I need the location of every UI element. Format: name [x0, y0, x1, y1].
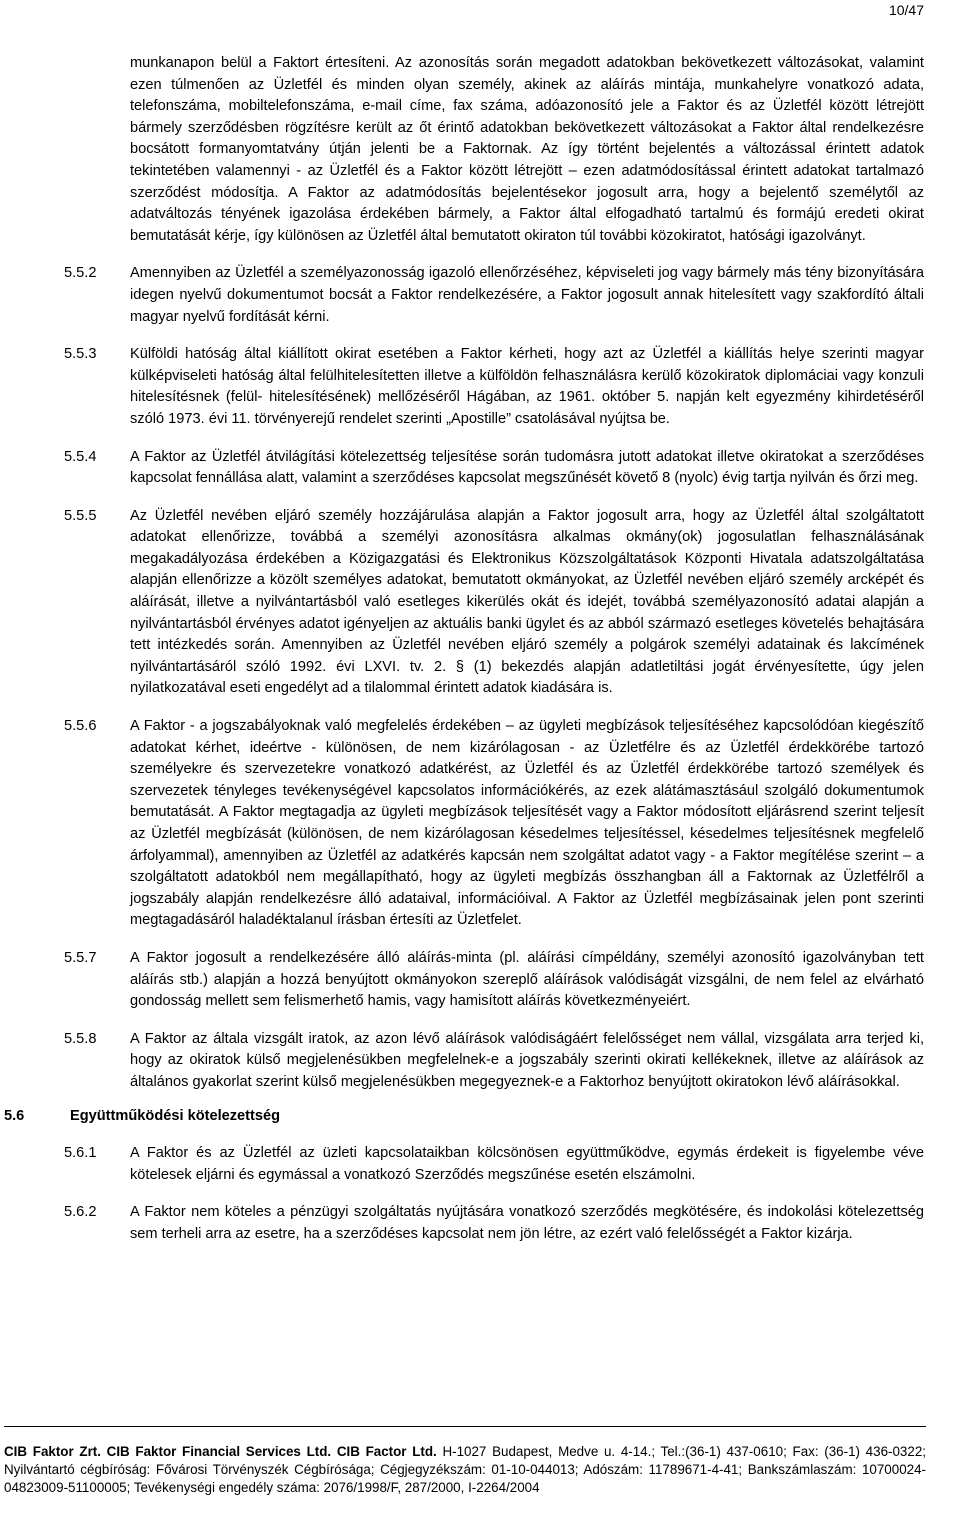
- section-number: 5.5.7: [64, 949, 97, 966]
- section-5-6-1: [64, 1143, 924, 1186]
- section-text: A Faktor az általa vizsgált iratok, az azon lévő aláírások valódiságáért felelősséget nem vállal, vizsgálata arra terjed ki, hogy az okiratok külső megjelenésükben megfelelnek-e a jogszabály szerinti okirati kellékeknek, illetve az aláírások az általános gyakorlat szerint külső megjelenésükben megegyeznek-e a Faktorhoz benyújtott okiratokon lévő aláírásokkal.: [130, 1030, 924, 1090]
- section-number: 5.5.4: [64, 448, 97, 465]
- heading-number: 5.6: [4, 1107, 25, 1124]
- section-text: A Faktor az Üzletfél átvilágítási kötelezettség teljesítése során tudomásra jutott adatokat illetve okiratokat a szerződéses kapcsolat fennállása alatt, valamint a szerződéses kapcsolat megszűnését követő 8 (nyolc) évig tartja nyilván és őrzi meg.: [130, 448, 924, 487]
- section-text: Amennyiben az Üzletfél a személyazonosság igazoló ellenőrzéséhez, képviseleti jog vagy bármely más tény bizonyítására idegen nyelvű dokumentumot bocsát a Faktor rendelkezésére, a Faktor jogosult annak hitelesített vagy szakfordító általi magyar nyelvű fordítását kérni.: [130, 265, 924, 325]
- section-5-6-2: [64, 1202, 924, 1245]
- section-number: 5.6.1: [64, 1145, 97, 1162]
- footer-company-details: H-1027 Budapest, Medve u. 4-14.; Tel.:(36-1) 437-0610; Fax: (36-1) 436-0322; Nyilvántartó cégbíróság: Fővárosi Törvényszék Cégbírósága; Cégjegyzékszám: 01-10-044013; Adószám: 11789671-4-41; Bankszámlaszám: 10700024-04823009-51100005; Tevékenységi engedély száma: 2076/1998/F, 287/2000, I-2264/2004: [4, 1444, 926, 1495]
- section-heading-5-6: [4, 1106, 924, 1128]
- section-number: 5.5.2: [64, 265, 97, 282]
- section-5-5-7: [64, 948, 924, 1013]
- section-text: Külföldi hatóság által kiállított okirat esetében a Faktor kérheti, hogy azt az Üzletfél a kiállítás helye szerinti magyar külképviseleti hatóság által felülhitelesítetten illetve a külföldön felhasználásra kerülő közokiratok diplomáciai vagy konzuli hitelesítésnek (felül- hitelesítésének) mellőzéséről Hágában, az 1961. október 5. napján kelt egyezmény kihirdetéséről szóló 1973. évi 11. törvényerejű rendelet szerinti „Apostille” csatolásával nyújtsa be.: [130, 346, 924, 427]
- section-number: 5.5.3: [64, 346, 97, 363]
- section-5-5-5: [64, 506, 924, 700]
- section-text: A Faktor és az Üzletfél az üzleti kapcsolataikban kölcsönösen együttműködve, egymás érdekeit is figyelembe véve kötelesek eljárni és egymással a vonatkozó Szerződés megszűnése esetén elszámolni.: [130, 1145, 924, 1183]
- section-text: A Faktor jogosult a rendelkezésére álló aláírás-minta (pl. aláírási címpéldány, személyi azonosító igazolványban tett aláírás stb.) alapján a hozzá benyújtott okmányokon szereplő aláírások valódiságát vizsgálni, de nem felel az elvárható gondosság mellett sem felismerhető hamis, vagy hamisított aláírás következményeiért.: [130, 949, 924, 1010]
- section-5-5-4: [64, 447, 924, 490]
- section-number: 5.5.8: [64, 1030, 97, 1047]
- section-text: Az Üzletfél nevében eljáró személy hozzájárulása alapján a Faktor jogosult arra, hogy az Üzletfél által szolgáltatott adatokat ellenőrizze, továbbá a személyi azonosításra alkalmas okmány(ok) jogosulatlan felhasználásának megakadályozása érdekében a Közigazgatási és Elektronikus Közszolgáltatások Központi Hivatala adatszolgáltatása alapján ellenőrizze a közölt személyes adatokat, bemutatott okmányokat, az Üzletfél nevében eljáró személy arcképét és aláírását, illetve a nyilvántartásból való esetleges kikerülés okát és idejét, továbbá személyazonosító adatai alapján a nyilvántartásból érvényes adatot igényeljen az aktuális banki ügylet és az abból származó esetleges követelés behajtására tett intézkedés során. Amennyiben az Üzletfél nevében eljáró személy a polgárok személyi adatainak és lakcímének nyilvántartásáról szóló 1992. évi LXVI. tv. 2. § (1) bekezdés alapján adatletiltási jogát érvényesítette, úgy jelen nyilatkozatával eseti engedélyt ad a tilalommal érintett adatok kiadására is.: [130, 507, 924, 697]
- document-body: [4, 53, 924, 1246]
- heading-title: Együttműködési kötelezettség: [70, 1107, 281, 1124]
- section-5-5-6: [64, 716, 924, 932]
- page-number: 10/47: [888, 2, 924, 18]
- page-footer: [4, 1426, 926, 1496]
- section-5-5-3: [64, 344, 924, 430]
- intro-paragraph: munkanapon belül a Faktort értesíteni. Az azonosítás során megadott adatokban bekövetkezett változásokat, valamint ezen túlmenően az Üzletfél és minden olyan személy, akinek az aláírás mintája, munkahelyre vonatkozó adata, telefonszáma, mobiltelefonszáma, e-mail címe, fax száma, adóazonosító jele a Faktor és az Üzletfél között létrejött bármely szerződésben rögzítésre került az őt érintő adatokban bekövetkezett változásokat a Faktor által rendelkezésre bocsátott formanyomtatvány útján jelenti be a Faktornak. Az így történt bejelentés a változással érintett adatok tekintetében valamennyi - az Üzletfél és a Faktor között létrejött – ezen adatmódosítással érintett adatokat tartalmazó szerződést módosítja. A Faktor az adatmódosítás bejelentésekor jogosult arra, hogy a bejelentő személytől az adatváltozás tényének igazolása érdekében bármely, a Faktor által elfogadható tartalmú és formájú eredeti okirat bemutatását kérje, így különösen az Üzletfél által bemutatott okiraton túl további közokiratot, hatósági igazolványt.: [130, 55, 924, 244]
- section-number: 5.5.5: [64, 507, 97, 524]
- section-number: 5.6.2: [64, 1204, 97, 1221]
- section-text: A Faktor nem köteles a pénzügyi szolgáltatás nyújtására vonatkozó szerződés megkötésére, és indokolási kötelezettség sem terheli arra az esetre, ha a szerződéses kapcsolat nem jön létre, az ezért való felelősségét a Faktor kizárja.: [130, 1204, 924, 1242]
- section-number: 5.5.6: [64, 718, 97, 735]
- footer-company-name: CIB Faktor Zrt. CIB Faktor Financial Services Ltd. CIB Factor Ltd.: [4, 1444, 437, 1459]
- section-text: A Faktor - a jogszabályoknak való megfelelés érdekében – az ügyleti megbízások teljesítéséhez kapcsolódóan kiegészítő adatokat kérhet, ideértve - különösen, de nem kizárólagosan - az Üzletfélre és az Üzletfél érdekkörébe tartozó személyekre és szervezetekre vonatkozó adatkérést, az Üzletfél és az Üzletfél érdekkörébe tartozó személyek és szervezetek tényleges tevékenységével kapcsolatos információkérés, az ezek alátámasztásául szolgáló dokumentumok bemutatását. A Faktor megtagadja az ügyleti megbízások teljesítését vagy a Faktor módosított eljárásrend szerint teljesít az Üzletfél megbízását (különösen, de nem kizárólagosan késedelmes teljesítéssel, késedelmes teljesítésnek megfelelő árfolyammal), amennyiben az Üzletfél az adatkérés kapcsán nem szolgáltat adatot vagy - a Faktor megítélése szerint – a szolgáltatott adatokból nem megállapítható, hogy az ügyleti megbízás összhangban áll a Faktornak az Üzletfélről a jogszabály alapján rendelkezésre álló adataival, információival. A Faktor az Üzletfél megbízásainak jelen pont szerinti megtagadásáról haladéktalanul írásban értesíti az Üzletfelet.: [130, 718, 924, 929]
- section-5-5-8: [64, 1029, 924, 1094]
- section-5-5-2: [64, 263, 924, 328]
